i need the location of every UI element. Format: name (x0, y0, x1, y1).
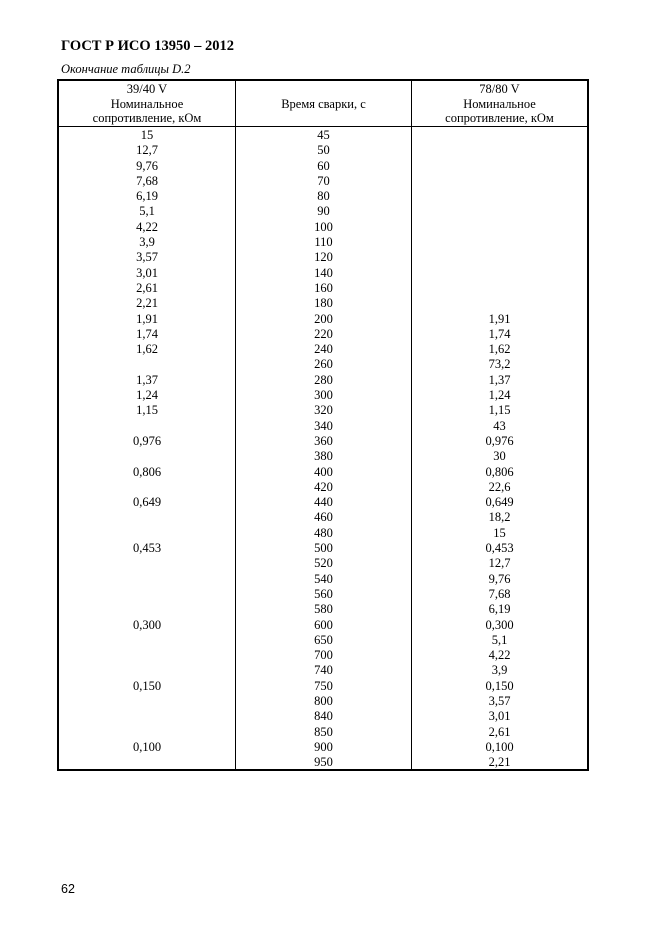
weld-time-cell: 220 (314, 326, 333, 341)
resistance-78-80v-cell (412, 174, 587, 189)
resistance-78-80v-cell: 22,6 (488, 479, 511, 494)
weld-time-cell: 90 (317, 204, 330, 219)
resistance-78-80v-cell: 0,100 (485, 739, 514, 754)
weld-time-cell: 540 (314, 571, 333, 586)
resistance-78-80v-cell (412, 159, 587, 174)
resistance-39-40v-cell: 0,150 (132, 678, 162, 693)
resistance-39-40v-cell (59, 510, 235, 525)
weld-time-cell: 950 (314, 755, 333, 770)
resistance-39-40v-cell: 1,74 (136, 326, 158, 341)
weld-time-cell: 160 (314, 280, 333, 295)
resistance-39-40v-cell: 2,61 (136, 280, 158, 295)
resistance-39-40v-cell: 15 (140, 128, 154, 142)
weld-time-cell: 100 (314, 219, 333, 234)
resistance-78-80v-cell (412, 235, 587, 250)
resistance-78-80v-cell: 2,21 (488, 755, 511, 770)
resistance-39-40v-cell (59, 663, 235, 678)
resistance-39-40v-cell: 4,22 (136, 219, 158, 234)
resistance-78-80v-cell: 0,976 (485, 433, 514, 448)
resistance-39-40v-cell (59, 709, 235, 724)
resistance-table (57, 79, 589, 771)
header-divider (59, 126, 587, 127)
page-number: 62 (61, 882, 75, 896)
header-unit: сопротивление, кОм (445, 111, 554, 126)
resistance-39-40v-cell: 9,76 (136, 158, 158, 173)
resistance-78-80v-cell (412, 220, 587, 235)
weld-time-cell: 240 (314, 342, 333, 357)
column-78-80v-values (412, 128, 587, 770)
weld-time-cell: 110 (314, 235, 333, 250)
resistance-78-80v-cell: 1,62 (488, 342, 511, 357)
resistance-39-40v-cell (59, 572, 235, 587)
resistance-39-40v-cell: 1,24 (136, 388, 158, 403)
resistance-39-40v-cell: 1,91 (136, 311, 158, 326)
resistance-39-40v-cell: 7,68 (136, 173, 158, 188)
weld-time-cell: 260 (314, 357, 333, 372)
column-weld-time-values (236, 128, 411, 770)
weld-time-cell: 440 (314, 495, 333, 510)
resistance-78-80v-cell (412, 281, 587, 296)
weld-time-cell: 80 (317, 189, 330, 204)
weld-time-cell: 840 (314, 709, 333, 724)
resistance-39-40v-cell (59, 357, 235, 372)
resistance-78-80v-cell: 1,15 (488, 403, 511, 418)
weld-time-cell: 600 (314, 617, 333, 632)
header-weld-time (236, 82, 411, 126)
resistance-39-40v-cell: 0,976 (132, 433, 162, 448)
weld-time-cell: 50 (317, 143, 330, 158)
weld-time-cell: 400 (314, 464, 333, 479)
resistance-78-80v-cell: 0,806 (485, 464, 514, 479)
table-caption: Окончание таблицы D.2 (61, 62, 191, 76)
weld-time-cell: 800 (314, 693, 333, 708)
weld-time-cell: 500 (314, 541, 333, 556)
resistance-39-40v-cell: 2,21 (136, 296, 158, 311)
weld-time-cell: 750 (314, 678, 333, 693)
weld-time-cell: 380 (314, 449, 333, 464)
resistance-78-80v-cell: 2,61 (488, 724, 511, 739)
weld-time-cell: 340 (314, 418, 333, 433)
resistance-78-80v-cell: 1,91 (488, 311, 511, 326)
header-label: Номинальное (110, 96, 184, 111)
weld-time-cell: 740 (314, 663, 333, 678)
weld-time-cell: 460 (314, 510, 333, 525)
weld-time-cell: 360 (314, 433, 333, 448)
weld-time-cell: 900 (314, 739, 333, 754)
resistance-39-40v-cell: 0,300 (132, 617, 162, 632)
resistance-78-80v-cell: 30 (493, 449, 506, 464)
weld-time-cell: 180 (314, 296, 333, 311)
header-label: Номинальное (463, 96, 536, 111)
weld-time-cell: 700 (314, 648, 333, 663)
resistance-78-80v-cell: 4,22 (488, 648, 511, 663)
resistance-39-40v-cell: 12,7 (136, 143, 158, 158)
resistance-39-40v-cell: 0,100 (132, 739, 162, 754)
weld-time-cell: 45 (317, 128, 330, 142)
resistance-78-80v-cell (412, 250, 587, 265)
resistance-78-80v-cell: 6,19 (488, 602, 511, 617)
resistance-78-80v-cell: 9,76 (488, 571, 511, 586)
header-voltage: 39/40 V (126, 82, 168, 97)
weld-time-cell: 60 (317, 158, 330, 173)
resistance-78-80v-cell: 18,2 (488, 510, 511, 525)
weld-time-cell: 140 (314, 265, 333, 280)
weld-time-cell: 420 (314, 479, 333, 494)
resistance-78-80v-cell (412, 204, 587, 219)
resistance-78-80v-cell (412, 266, 587, 281)
resistance-39-40v-cell: 3,57 (136, 250, 158, 265)
resistance-39-40v-cell: 0,806 (132, 464, 162, 479)
resistance-39-40v-cell (59, 449, 235, 464)
resistance-78-80v-cell: 73,2 (488, 357, 511, 372)
resistance-39-40v-cell: 5,1 (139, 204, 155, 219)
weld-time-cell: 70 (317, 173, 330, 188)
header-39-40v (59, 82, 235, 126)
header-unit: сопротивление, кОм (92, 111, 202, 126)
resistance-78-80v-cell: 0,649 (485, 495, 514, 510)
resistance-39-40v-cell (59, 556, 235, 571)
resistance-39-40v-cell (59, 480, 235, 495)
resistance-39-40v-cell (59, 755, 235, 770)
resistance-39-40v-cell: 0,649 (132, 495, 162, 510)
resistance-78-80v-cell: 1,74 (488, 326, 511, 341)
resistance-78-80v-cell (412, 189, 587, 204)
resistance-78-80v-cell: 5,1 (491, 632, 508, 647)
resistance-78-80v-cell: 3,01 (488, 709, 511, 724)
resistance-39-40v-cell: 3,9 (139, 235, 155, 250)
weld-time-cell: 200 (314, 311, 333, 326)
resistance-39-40v-cell (59, 602, 235, 617)
weld-time-cell: 580 (314, 602, 333, 617)
document-title: ГОСТ Р ИСО 13950 – 2012 (61, 38, 234, 54)
resistance-39-40v-cell (59, 587, 235, 602)
resistance-78-80v-cell: 15 (493, 525, 506, 540)
resistance-78-80v-cell: 12,7 (488, 556, 511, 571)
resistance-39-40v-cell (59, 419, 235, 434)
resistance-39-40v-cell: 1,62 (136, 342, 158, 357)
weld-time-cell: 520 (314, 556, 333, 571)
resistance-39-40v-cell: 1,37 (136, 372, 158, 387)
weld-time-cell: 300 (314, 388, 333, 403)
resistance-39-40v-cell: 6,19 (136, 189, 158, 204)
weld-time-cell: 120 (314, 250, 333, 265)
resistance-39-40v-cell: 3,01 (136, 265, 158, 280)
weld-time-cell: 480 (314, 525, 333, 540)
header-label: Время сварки, с (281, 96, 366, 111)
resistance-39-40v-cell (59, 694, 235, 709)
resistance-78-80v-cell (412, 128, 587, 143)
resistance-78-80v-cell: 3,9 (491, 663, 508, 678)
resistance-78-80v-cell (412, 296, 587, 311)
weld-time-cell: 650 (314, 632, 333, 647)
weld-time-cell: 560 (314, 586, 333, 601)
resistance-78-80v-cell: 0,300 (485, 617, 514, 632)
weld-time-cell: 850 (314, 724, 333, 739)
resistance-78-80v-cell: 0,453 (485, 541, 514, 556)
resistance-78-80v-cell: 1,24 (488, 388, 511, 403)
resistance-78-80v-cell: 7,68 (488, 586, 511, 601)
resistance-78-80v-cell: 0,150 (485, 678, 514, 693)
resistance-78-80v-cell (412, 143, 587, 158)
column-39-40v-values (59, 128, 235, 770)
weld-time-cell: 280 (314, 372, 333, 387)
weld-time-cell: 320 (314, 403, 333, 418)
resistance-39-40v-cell (59, 633, 235, 648)
header-78-80v (412, 82, 587, 126)
resistance-39-40v-cell: 1,15 (136, 403, 158, 418)
resistance-39-40v-cell (59, 725, 235, 740)
resistance-39-40v-cell (59, 648, 235, 663)
resistance-78-80v-cell: 43 (493, 418, 506, 433)
resistance-78-80v-cell: 1,37 (488, 372, 511, 387)
header-voltage: 78/80 V (479, 82, 520, 97)
resistance-39-40v-cell: 0,453 (132, 541, 162, 556)
resistance-78-80v-cell: 3,57 (488, 693, 511, 708)
resistance-39-40v-cell (59, 526, 235, 541)
